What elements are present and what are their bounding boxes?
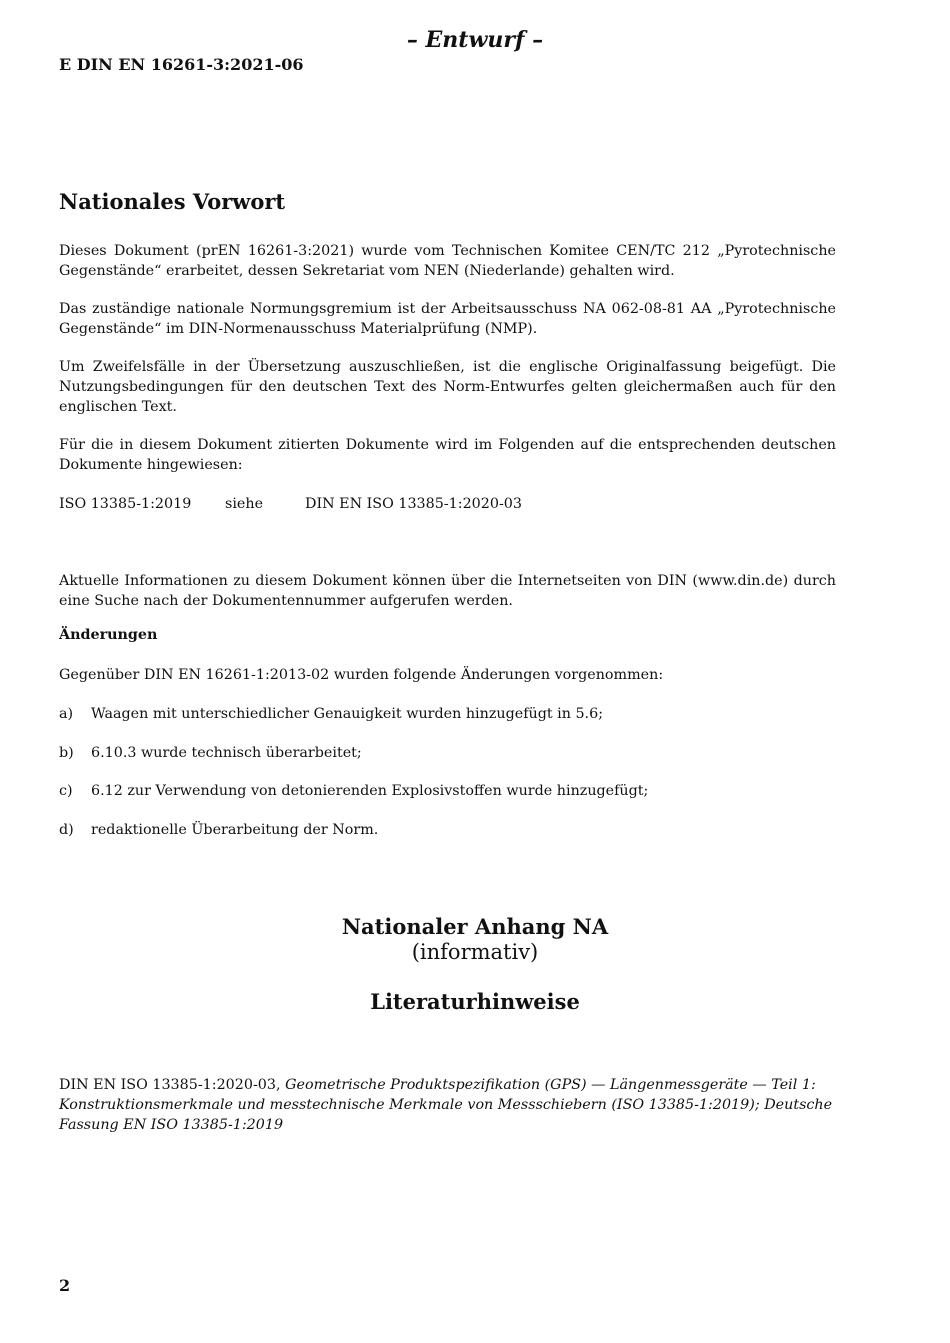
annex-title: Nationaler Anhang NA: [341, 914, 609, 939]
list-item-text: 6.12 zur Verwendung von detonierenden Explosivstoffen wurde hinzugefügt;: [91, 783, 649, 799]
list-item-label: c): [59, 783, 73, 799]
list-item-text: Waagen mit unterschiedlicher Genauigkeit wurden hinzugefügt in 5.6;: [91, 706, 604, 722]
reference-see: siehe: [225, 496, 264, 512]
changes-title: Änderungen: [59, 627, 158, 643]
list-item-label: d): [59, 822, 74, 838]
reference-international: ISO 13385-1:2019: [59, 496, 192, 512]
foreword-paragraph-1: Dieses Dokument (prEN 16261-3:2021) wurde vom Technischen Komitee CEN/TC 212 „Pyrotechnische Gegenstände“ erarbeitet, dessen Sekretariat vom NEN (Niederlande) gehalten wird.: [59, 243, 836, 279]
bibliography-entry-ref: DIN EN ISO 13385-1:2020-03,: [59, 1077, 286, 1093]
foreword-paragraph-2: Das zuständige nationale Normungsgremium ist der Arbeitsausschuss NA 062-08-81 AA „Pyrotechnische Gegenstände“ im DIN-Normenausschuss Materialprüfung (NMP).: [59, 301, 836, 337]
list-item-label: b): [59, 745, 74, 761]
changes-intro: Gegenüber DIN EN 16261-1:2013-02 wurden folgende Änderungen vorgenommen:: [59, 667, 664, 683]
bibliography-title: Literaturhinweise: [370, 989, 580, 1014]
bibliography-entry: [59, 1075, 849, 1135]
info-paragraph: Aktuelle Informationen zu diesem Dokument können über die Internetseiten von DIN (www.din.de) durch eine Suche nach der Dokumentennummer aufgerufen werden.: [59, 573, 836, 609]
reference-national: DIN EN ISO 13385-1:2020-03: [305, 496, 522, 512]
bibliography-entry-title: Geometrische Produktspezifikation (GPS) — Längenmessgeräte — Teil 1: Konstruktionsmerkmale und messtechnische Merkmale von Messschiebern (ISO 13385-1:2019); Deutsche Fassung EN ISO 13385-1:2019: [59, 1077, 833, 1133]
list-item-text: 6.10.3 wurde technisch überarbeitet;: [91, 745, 362, 761]
list-item-label: a): [59, 706, 74, 722]
draft-mark: – Entwurf –: [406, 27, 544, 53]
list-item-text: redaktionelle Überarbeitung der Norm.: [91, 822, 379, 838]
foreword-title: Nationales Vorwort: [59, 189, 286, 214]
document-id: E DIN EN 16261-3:2021-06: [59, 55, 304, 74]
foreword-paragraph-4: Für die in diesem Dokument zitierten Dokumente wird im Folgenden auf die entsprechenden deutschen Dokumente hingewiesen:: [59, 437, 836, 473]
page-number: 2: [59, 1276, 71, 1295]
foreword-paragraph-3: Um Zweifelsfälle in der Übersetzung auszuschließen, ist die englische Originalfassung beigefügt. Die Nutzungsbedingungen für den deutschen Text des Norm-Entwurfes gelten gleichermaßen auch für den englischen Text.: [59, 359, 836, 415]
annex-subtitle: (informativ): [411, 940, 539, 964]
